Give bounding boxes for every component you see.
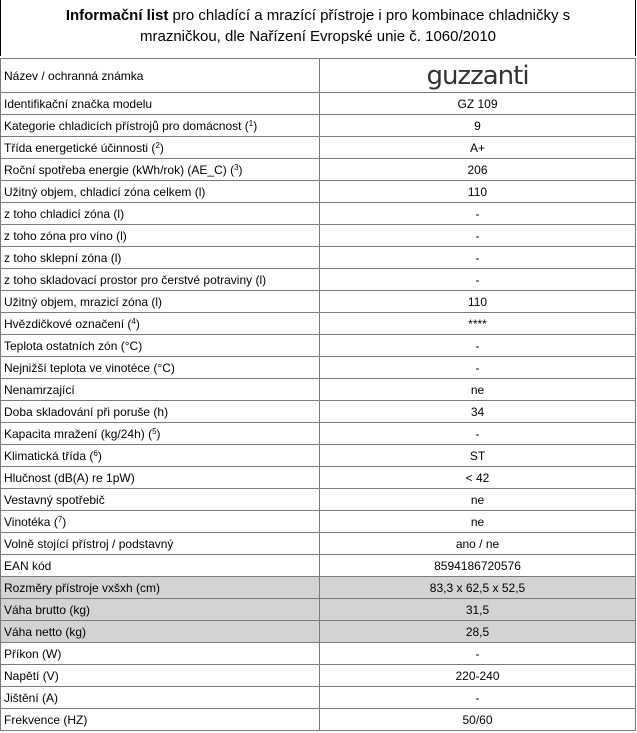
- table-row: [1, 379, 636, 401]
- row-label: [1, 269, 320, 291]
- row-value: 34: [320, 401, 636, 423]
- table-row: [1, 137, 636, 159]
- row-label: [1, 137, 320, 159]
- header-line-1-rest: pro chladící a mrazící přístroje i pro kombinace chladničky s: [168, 7, 571, 24]
- row-label: [1, 159, 320, 181]
- table-row: [1, 511, 636, 533]
- row-value: 28,5: [320, 621, 636, 643]
- row-value: ne: [320, 511, 636, 533]
- sheet-header: [0, 0, 636, 56]
- header-line-2: mrazničkou, dle Nařízení Evropské unie č. 1060/2010: [139, 28, 497, 45]
- row-label: [1, 665, 320, 687]
- table-row: [1, 93, 636, 115]
- row-label-text: Kategorie chladicích přístrojů pro domácnost (: [4, 118, 249, 133]
- table-row: [1, 709, 636, 731]
- guzzanti-logo: guzzanti: [426, 60, 529, 91]
- row-label: [1, 489, 320, 511]
- footnote-ref: 4: [131, 316, 136, 326]
- table-row: [1, 225, 636, 247]
- row-label: [1, 577, 320, 599]
- row-value: -: [320, 225, 636, 247]
- row-label: [1, 687, 320, 709]
- row-label: [1, 247, 320, 269]
- row-label-text: Užitný objem, mrazicí zóna (l): [4, 294, 163, 309]
- row-label: [1, 291, 320, 313]
- table-row: [1, 665, 636, 687]
- row-label-text: Hvězdičkové označení (: [4, 316, 132, 331]
- table-row: [1, 621, 636, 643]
- row-label-text: Nenamrzající: [4, 382, 75, 397]
- row-label-text: Klimatická třída (: [4, 448, 94, 463]
- table-row: [1, 445, 636, 467]
- row-label: [1, 445, 320, 467]
- row-label-suffix: ): [159, 140, 164, 155]
- row-label-text: Identifikační značka modelu: [4, 96, 153, 111]
- footnote-ref: 5: [152, 426, 157, 436]
- table-row: [1, 643, 636, 665]
- table-row-brand: [1, 59, 636, 93]
- row-value: -: [320, 423, 636, 445]
- footnote-ref: 1: [248, 118, 254, 128]
- row-label-text: Frekvence (HZ): [4, 712, 88, 727]
- row-value: -: [320, 335, 636, 357]
- row-label-text: Váha brutto (kg): [4, 602, 91, 617]
- table-row: [1, 159, 636, 181]
- row-value: -: [320, 357, 636, 379]
- table-row: [1, 533, 636, 555]
- row-label-suffix: ): [253, 118, 258, 133]
- row-label-text: Příkon (W): [4, 646, 62, 661]
- row-label-text: Vinotéka (: [4, 514, 58, 529]
- row-label-text: Kapacita mražení (kg/24h) (: [4, 426, 153, 441]
- row-label-text: Jištění (A): [4, 690, 59, 705]
- row-label: [1, 511, 320, 533]
- row-label-text: Roční spotřeba energie (kWh/rok) (AE_C) (: [4, 162, 235, 177]
- table-row: [1, 247, 636, 269]
- row-label-text: z toho chladicí zóna (l): [4, 206, 125, 221]
- row-value: GZ 109: [320, 93, 636, 115]
- table-row: [1, 335, 636, 357]
- table-row: [1, 599, 636, 621]
- row-value: -: [320, 687, 636, 709]
- table-row: [1, 313, 636, 335]
- table-row: [1, 291, 636, 313]
- table-row: [1, 203, 636, 225]
- row-label: [1, 643, 320, 665]
- row-label: [1, 621, 320, 643]
- spec-table: [0, 58, 636, 731]
- row-label-text: Napětí (V): [4, 668, 59, 683]
- row-label-text: Vestavný spotřebič: [4, 492, 105, 507]
- row-label-text: Doba skladování při poruše (h): [4, 404, 169, 419]
- row-label-text: Hlučnost (dB(A) re 1pW): [4, 470, 135, 485]
- table-row: [1, 555, 636, 577]
- row-value: ST: [320, 445, 636, 467]
- table-row: [1, 577, 636, 599]
- row-label-text: Teplota ostatních zón (°C): [4, 338, 143, 353]
- row-label: [1, 709, 320, 731]
- row-value: 206: [320, 159, 636, 181]
- row-value: -: [320, 269, 636, 291]
- row-value: -: [320, 643, 636, 665]
- row-value: -: [320, 203, 636, 225]
- row-value: ne: [320, 379, 636, 401]
- header-bold-title: Informační list: [65, 7, 169, 24]
- table-row: [1, 489, 636, 511]
- row-label-text: z toho zóna pro víno (l): [4, 228, 127, 243]
- row-label-suffix: ): [62, 514, 67, 529]
- row-value: 83,3 x 62,5 x 52,5: [320, 577, 636, 599]
- row-value: 9: [320, 115, 636, 137]
- brand-logo: [320, 59, 636, 93]
- row-label: [1, 401, 320, 423]
- row-label: [1, 379, 320, 401]
- header-line-1: [1, 5, 635, 26]
- row-label: [1, 225, 320, 247]
- footnote-ref: 3: [234, 162, 239, 172]
- row-label-text: Užitný objem, chladicí zóna celkem (l): [4, 184, 206, 199]
- table-row: [1, 181, 636, 203]
- row-label-text: Váha netto (kg): [4, 624, 87, 639]
- row-label: [1, 357, 320, 379]
- brand-label: Název / ochranná známka: [1, 59, 320, 93]
- row-value: 110: [320, 291, 636, 313]
- table-row: [1, 467, 636, 489]
- row-label: [1, 313, 320, 335]
- row-value: 50/60: [320, 709, 636, 731]
- row-value: 220-240: [320, 665, 636, 687]
- row-label: [1, 533, 320, 555]
- table-row: [1, 401, 636, 423]
- row-value: 110: [320, 181, 636, 203]
- row-label: [1, 467, 320, 489]
- row-label-text: z toho skladovací prostor pro čerstvé potraviny (l): [4, 272, 267, 287]
- row-value: -: [320, 247, 636, 269]
- row-value: A+: [320, 137, 636, 159]
- row-value: ano / ne: [320, 533, 636, 555]
- table-row: [1, 269, 636, 291]
- row-label-text: Třída energetické účinnosti (: [4, 140, 156, 155]
- table-row: [1, 357, 636, 379]
- row-label: [1, 555, 320, 577]
- row-value: < 42: [320, 467, 636, 489]
- row-label-text: EAN kód: [4, 558, 52, 573]
- row-label-suffix: ): [97, 448, 102, 463]
- row-label-text: Nejnižší teplota ve vinotéce (°C): [4, 360, 175, 375]
- row-label: [1, 203, 320, 225]
- row-label: [1, 335, 320, 357]
- row-label-text: Rozměry přístroje vxšxh (cm): [4, 580, 161, 595]
- row-label-suffix: ): [238, 162, 243, 177]
- footnote-ref: 7: [57, 514, 63, 524]
- row-label-text: z toho sklepní zóna (l): [4, 250, 122, 265]
- row-label-suffix: ): [135, 316, 140, 331]
- table-row: [1, 687, 636, 709]
- row-value: 8594186720576: [320, 555, 636, 577]
- row-label: [1, 115, 320, 137]
- row-label: [1, 423, 320, 445]
- row-value: 31,5: [320, 599, 636, 621]
- row-label: [1, 93, 320, 115]
- row-label-text: Volně stojící přístroj / podstavný: [4, 536, 174, 551]
- row-value: ****: [320, 313, 636, 335]
- row-label: [1, 181, 320, 203]
- table-row: [1, 423, 636, 445]
- row-label-suffix: ): [156, 426, 161, 441]
- row-label: [1, 599, 320, 621]
- footnote-ref: 6: [93, 448, 98, 458]
- table-row: [1, 115, 636, 137]
- row-value: ne: [320, 489, 636, 511]
- footnote-ref: 2: [155, 140, 160, 150]
